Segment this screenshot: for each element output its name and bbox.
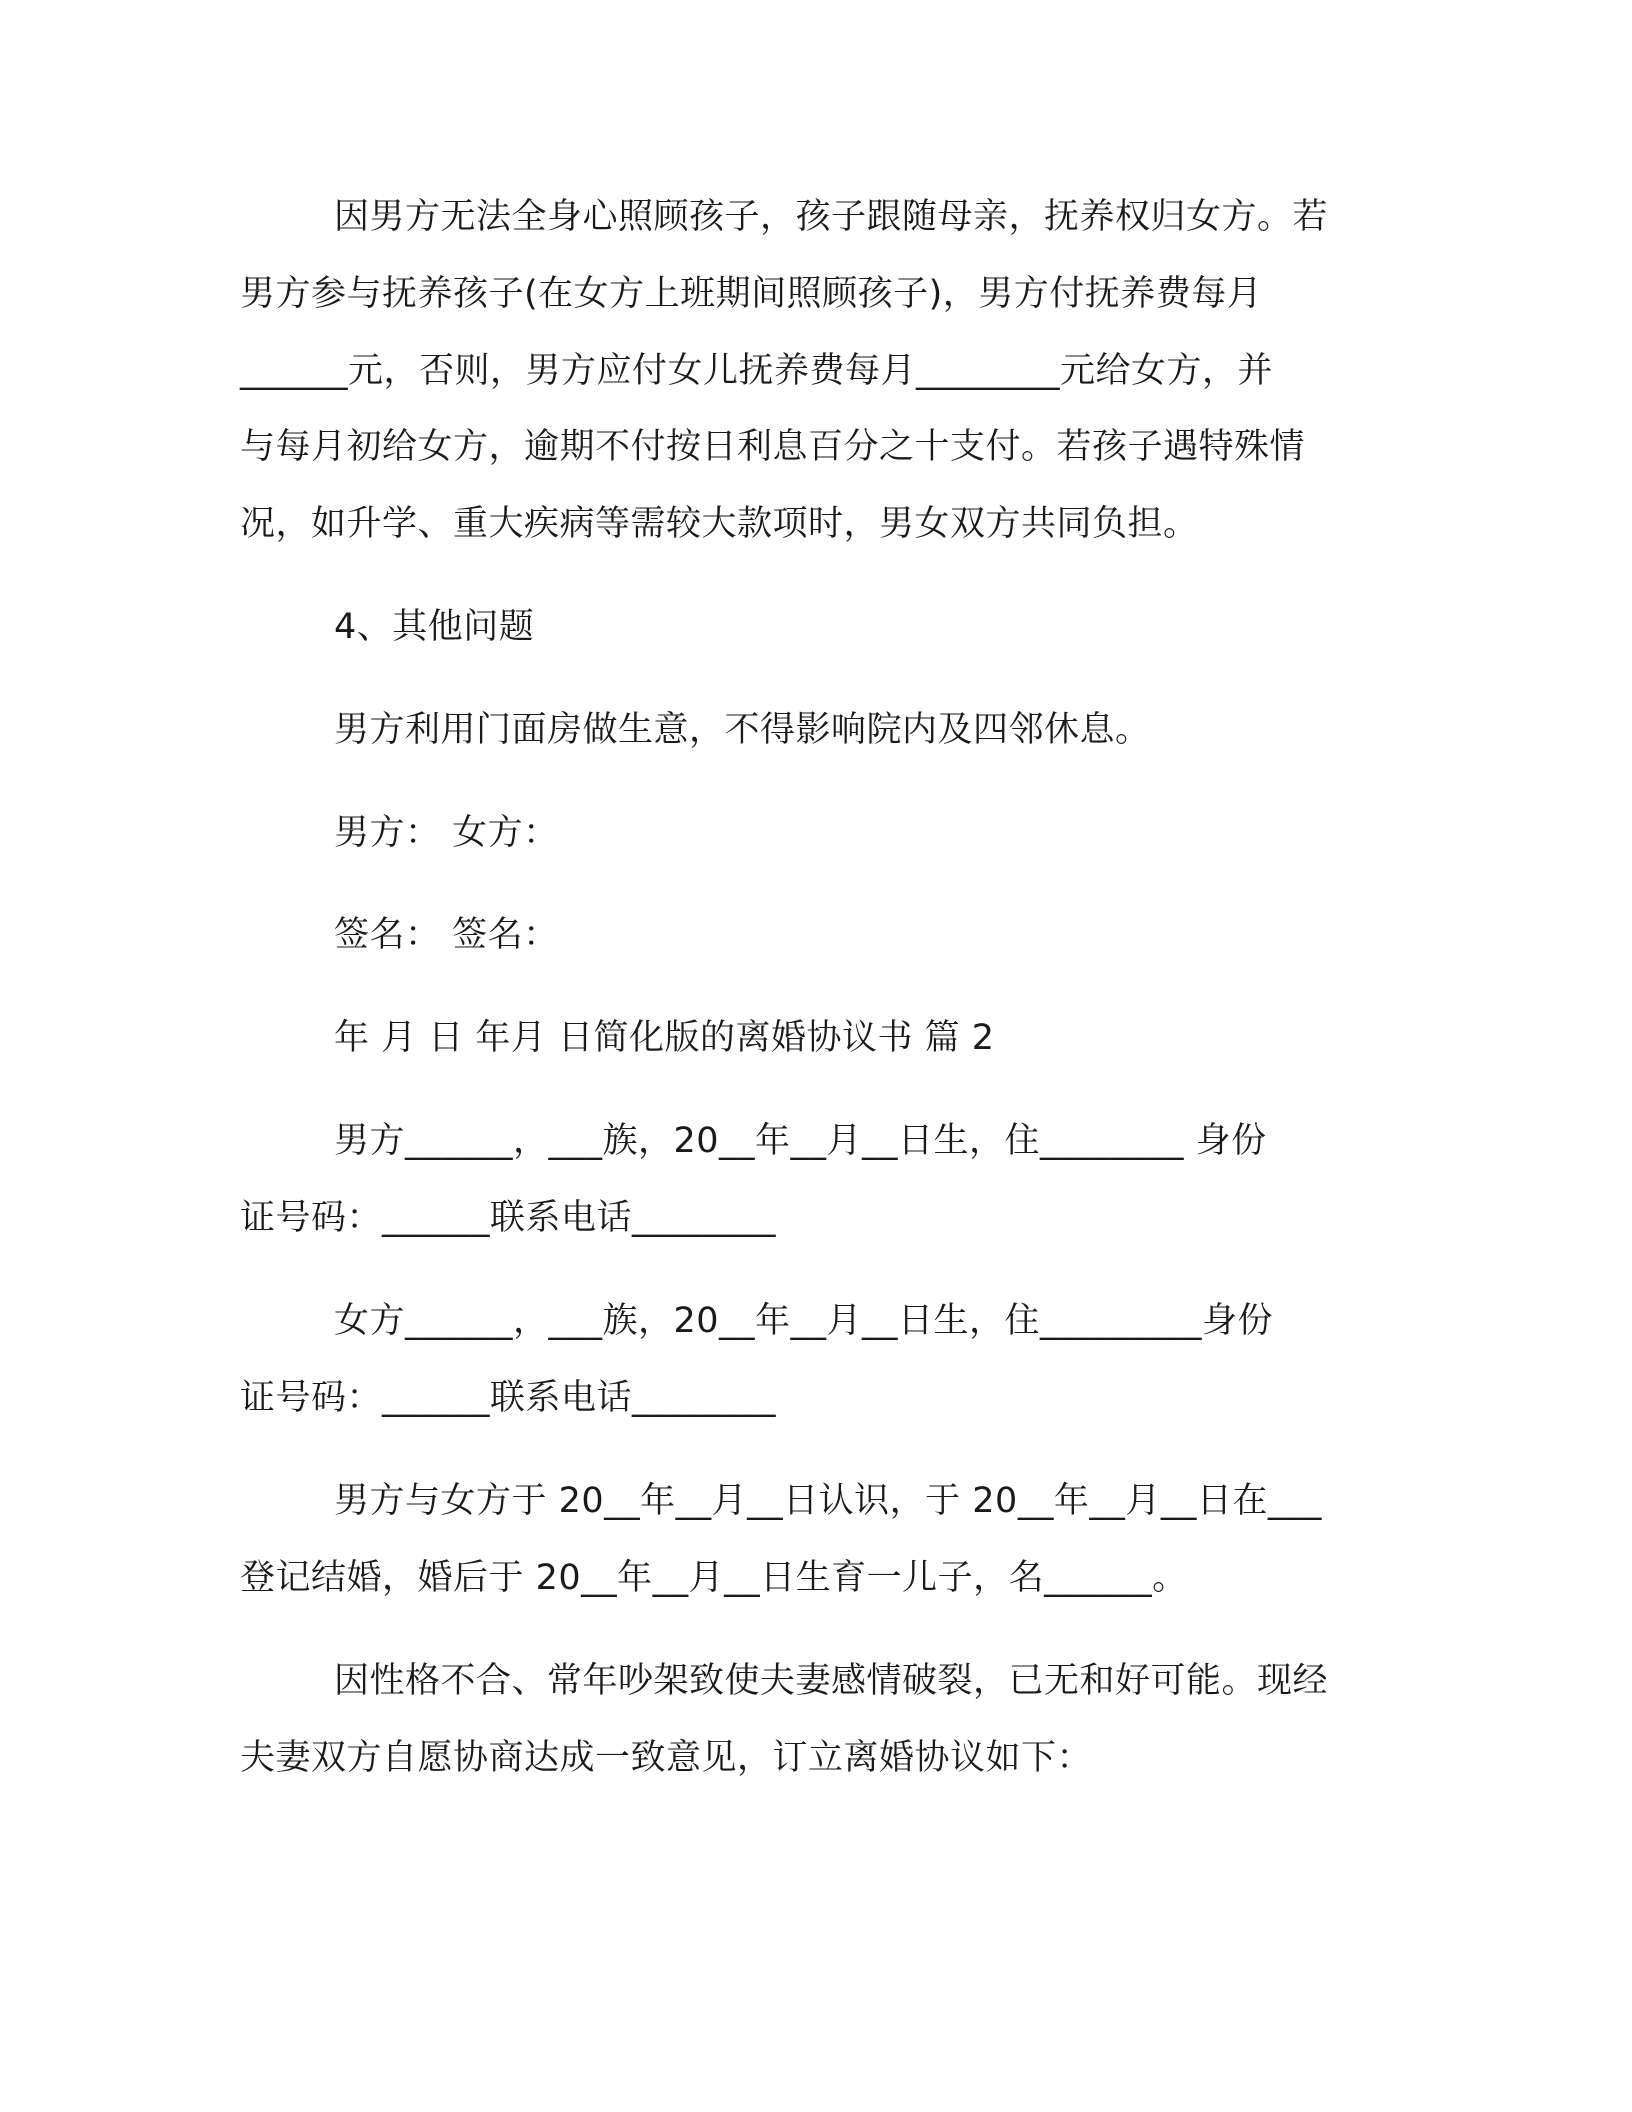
paragraph-line: 证号码：______联系电话________ xyxy=(240,1378,777,1418)
paragraph-line: 男方利用门面房做生意，不得影响院内及四邻休息。 xyxy=(334,710,1151,750)
paragraph-line: 因男方无法全身心照顾孩子，孩子跟随母亲，抚养权归女方。若 xyxy=(334,197,1329,237)
paragraph-line: 男方参与抚养孩子(在女方上班期间照顾孩子)，男方付抚养费每月 xyxy=(240,274,1263,314)
paragraph-line: 因性格不合、常年吵架致使夫妻感情破裂，已无和好可能。现经 xyxy=(334,1661,1329,1701)
paragraph-line: 男方与女方于 20__年__月__日认识，于 20__年__月__日在___ xyxy=(334,1481,1322,1521)
signature-label-line: 男方： 女方： xyxy=(334,813,559,853)
paragraph-line: 男方______，___族，20__年__月__日生，住________ 身份 xyxy=(334,1121,1267,1161)
paragraph-line: 夫妻双方自愿协商达成一致意见，订立离婚协议如下： xyxy=(240,1738,1093,1778)
paragraph-line: 证号码：______联系电话________ xyxy=(240,1198,777,1238)
date-and-title-line: 年 月 日 年月 日简化版的离婚协议书 篇 2 xyxy=(334,1018,995,1058)
paragraph-line: ______元，否则，男方应付女儿抚养费每月________元给女方，并 xyxy=(240,351,1274,391)
paragraph-line: 女方______，___族，20__年__月__日生，住_________身份 xyxy=(334,1301,1274,1341)
section-heading: 4、其他问题 xyxy=(334,607,535,647)
paragraph-line: 登记结婚，婚后于 20__年__月__日生育一儿子，名______。 xyxy=(240,1558,1188,1598)
paragraph-line: 与每月初给女方，逾期不付按日利息百分之十支付。若孩子遇特殊情 xyxy=(240,427,1306,467)
paragraph-line: 况，如升学、重大疾病等需较大款项时，男女双方共同负担。 xyxy=(240,504,1199,544)
signature-label-line: 签名： 签名： xyxy=(334,915,559,955)
